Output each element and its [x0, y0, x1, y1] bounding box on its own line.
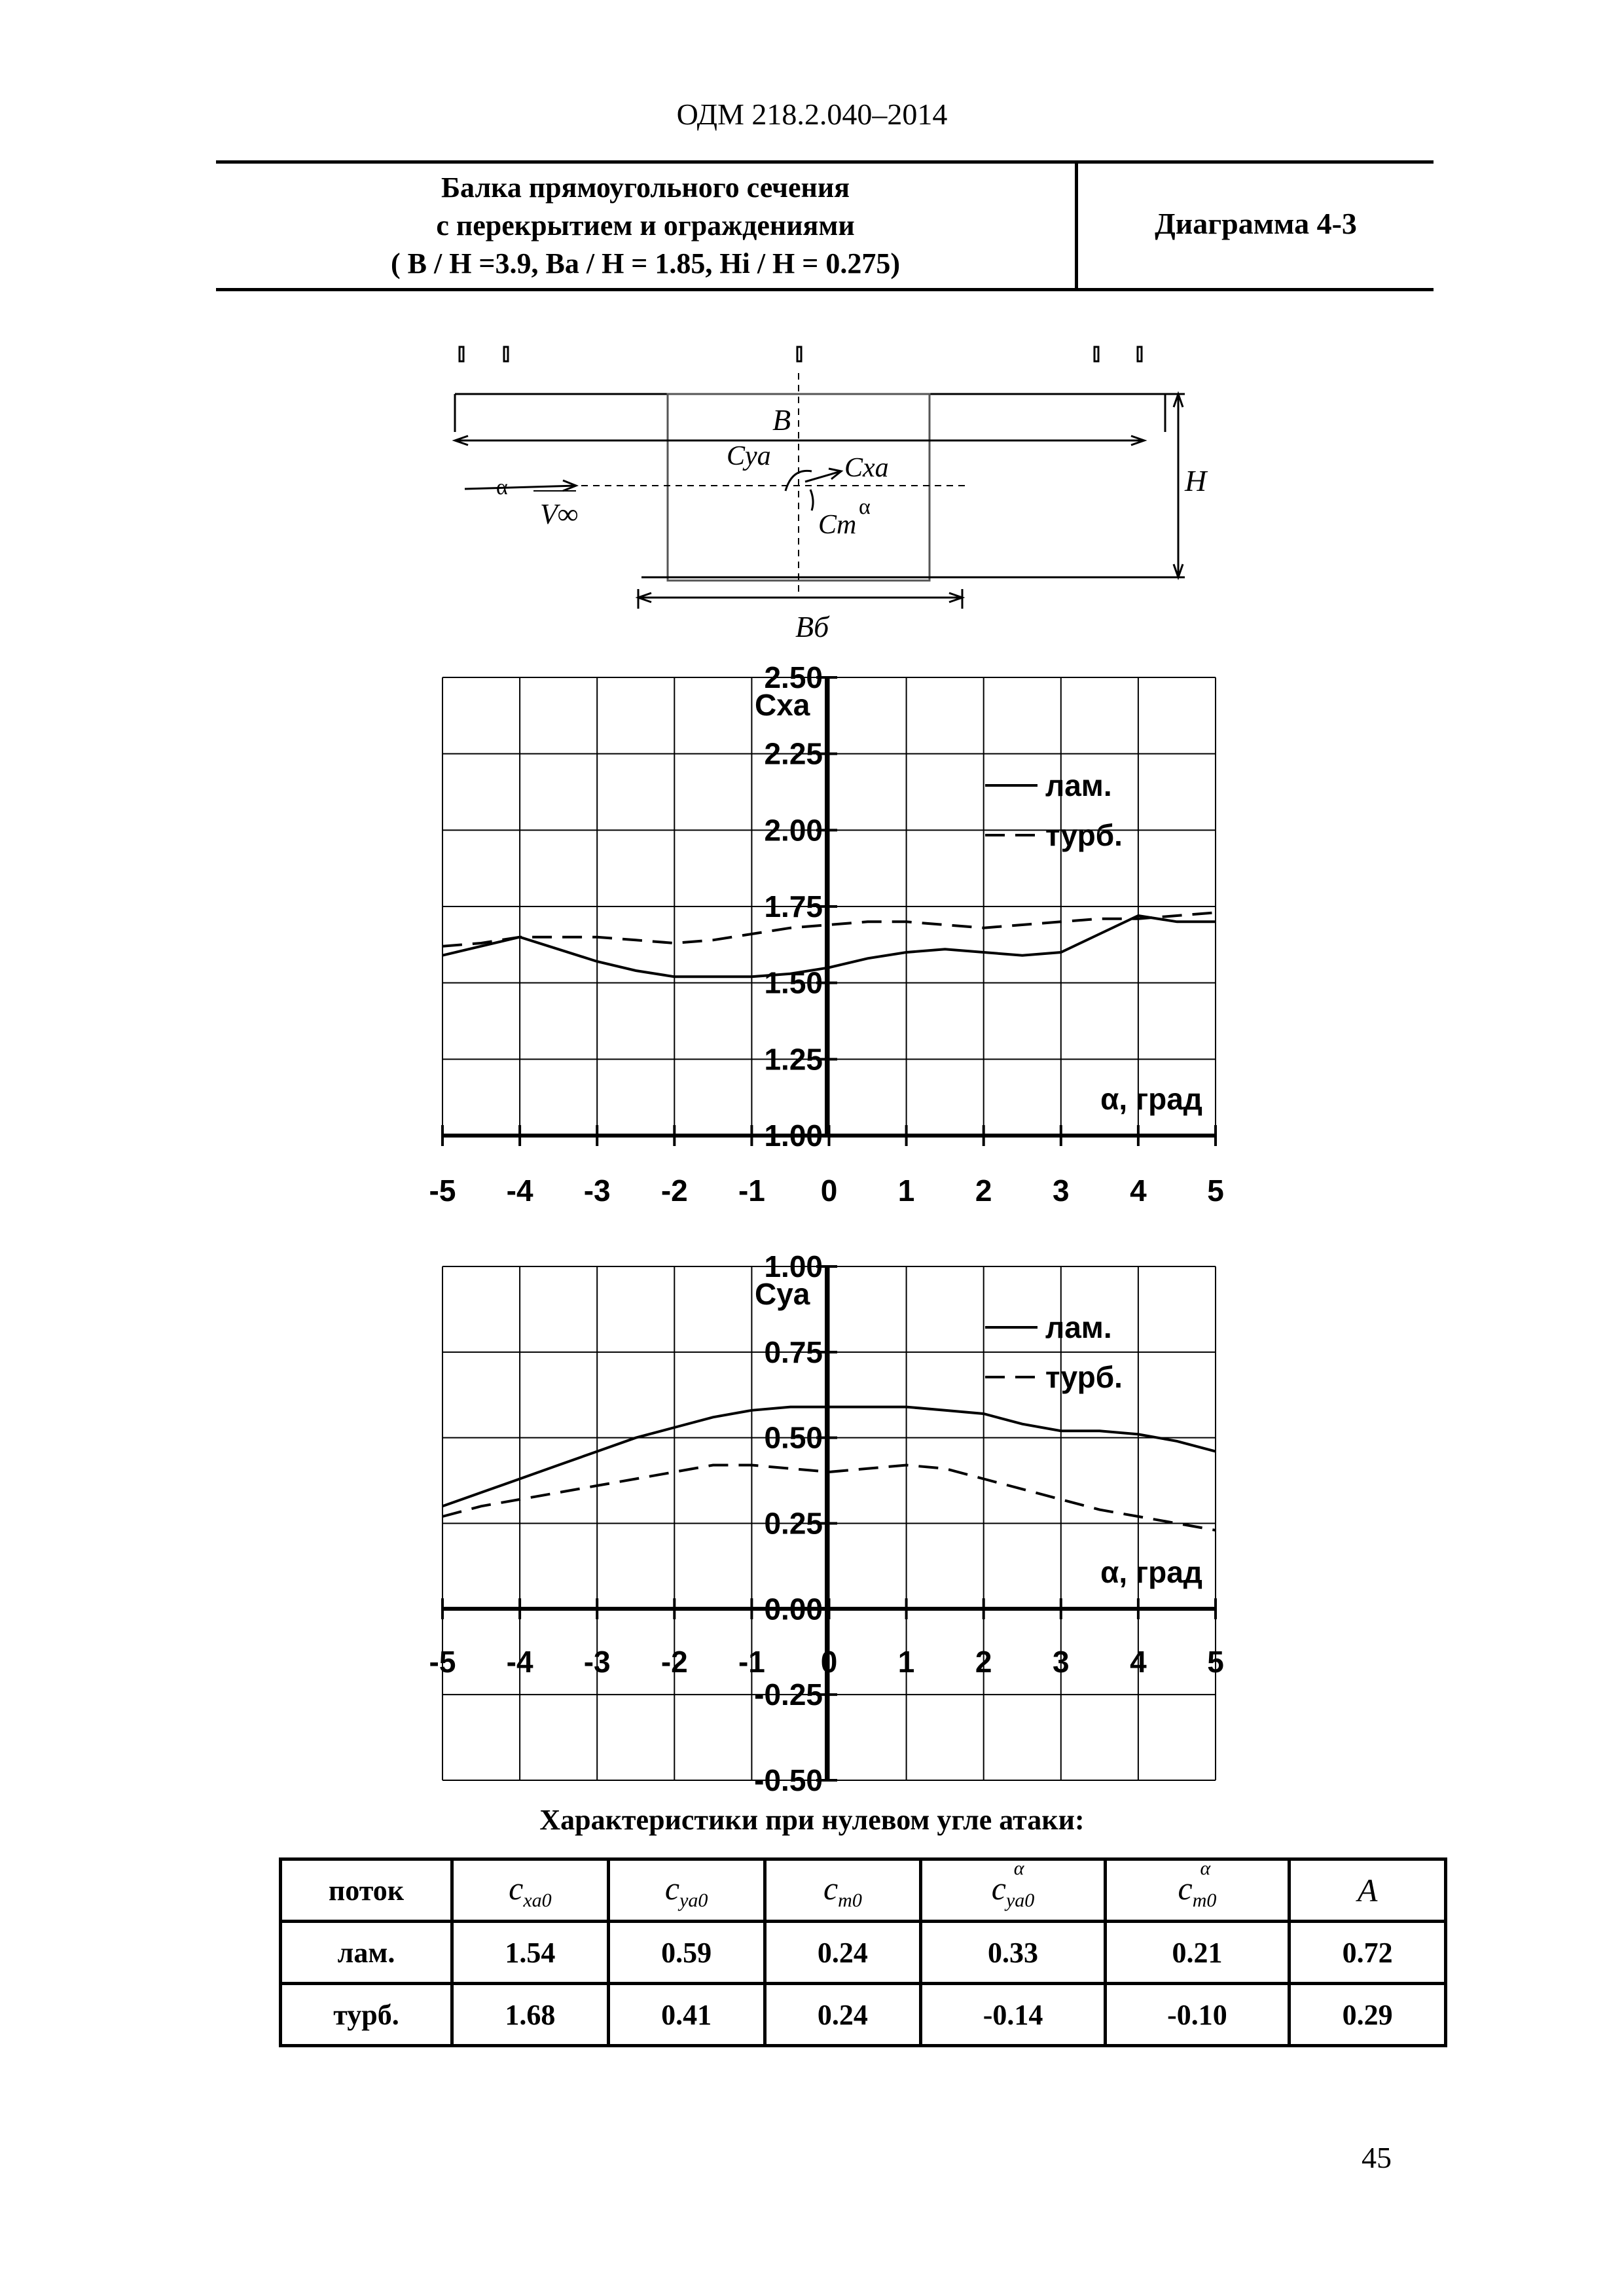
x-tick-label: 3 — [1053, 1645, 1070, 1679]
x-tick-label: 4 — [1130, 1174, 1147, 1208]
x-tick-label: -1 — [738, 1174, 765, 1208]
y-tick-label: 0.50 — [764, 1420, 823, 1455]
cell-cm-alpha: -0.10 — [1105, 1984, 1289, 2046]
y-tick-label: 2.25 — [764, 736, 823, 771]
x-tick-label: -3 — [583, 1645, 611, 1679]
cell-cm0: 0.24 — [765, 1984, 921, 2046]
cell-a: 0.29 — [1290, 1984, 1446, 2046]
y-tick-label: 2.00 — [764, 813, 823, 848]
x-tick-label: 1 — [897, 1645, 915, 1679]
y-tick-label: 1.00 — [764, 1119, 823, 1153]
cell-cm-alpha: 0.21 — [1105, 1922, 1289, 1984]
header-title-line3: ( B / H =3.9, Bа / H = 1.85, Hі / H = 0.275) — [390, 247, 900, 279]
y-axis-label: Cxa — [755, 688, 810, 722]
label-bb: Bб — [795, 610, 829, 643]
legend-label: лам. — [1045, 768, 1112, 802]
x-axis-label: α, град — [1100, 1082, 1202, 1116]
y-axis-label: Cya — [755, 1277, 810, 1311]
cell-cya-alpha: 0.33 — [921, 1922, 1105, 1984]
cell-flow: лам. — [281, 1922, 452, 1984]
x-tick-label: -4 — [506, 1174, 533, 1208]
coefficients-table — [279, 1857, 1447, 2047]
y-tick-label: 1.25 — [764, 1042, 823, 1077]
x-axis-label: α, град — [1100, 1555, 1202, 1589]
header-cm-alpha: c α $_{m0}$ — [1105, 1859, 1289, 1922]
cell-cya-alpha: -0.14 — [921, 1984, 1105, 2046]
legend-label: лам. — [1045, 1310, 1112, 1344]
cell-cm0: 0.24 — [765, 1922, 921, 1984]
x-tick-label: 5 — [1207, 1174, 1224, 1208]
header-title-line2: с перекрытием и ограждениями — [436, 209, 855, 242]
x-tick-label: -1 — [738, 1645, 765, 1679]
header-flow: поток — [281, 1859, 452, 1922]
label-alpha-moment: α — [859, 495, 871, 519]
label-alpha-attack: α — [496, 475, 508, 499]
label-cm: Cm — [818, 510, 857, 540]
header-cm0: $c_{m0}$ — [765, 1859, 921, 1922]
x-tick-label: -3 — [583, 1174, 611, 1208]
header-cya-alpha: c α $_{ya0}$ — [921, 1859, 1105, 1922]
x-tick-label: 3 — [1053, 1174, 1070, 1208]
x-tick-label: 2 — [975, 1645, 992, 1679]
x-tick-label: -2 — [660, 1645, 688, 1679]
header-cxa0: $c_{xa0}$ — [452, 1859, 609, 1922]
x-tick-label: -2 — [660, 1174, 688, 1208]
x-tick-label: 0 — [820, 1174, 838, 1208]
cell-cxa0: 1.54 — [452, 1922, 609, 1984]
x-tick-label: 5 — [1207, 1645, 1224, 1679]
cell-cxa0: 1.68 — [452, 1984, 609, 2046]
y-tick-label: 0.00 — [764, 1592, 823, 1626]
cell-cya0: 0.59 — [608, 1922, 765, 1984]
header-cya0: $c_{ya0}$ — [608, 1859, 765, 1922]
y-tick-label: 1.00 — [764, 1249, 823, 1283]
table-row — [281, 1984, 1446, 2046]
label-v-inf: V∞ — [540, 498, 579, 530]
y-tick-label: -0.25 — [754, 1677, 823, 1712]
x-tick-label: 4 — [1130, 1645, 1147, 1679]
table-header-row — [281, 1859, 1446, 1922]
x-tick-label: 1 — [897, 1174, 915, 1208]
x-tick-label: -5 — [429, 1645, 456, 1679]
y-tick-label: 2.50 — [764, 660, 823, 694]
y-tick-label: -0.50 — [754, 1763, 823, 1797]
document-code: ОДМ 218.2.040–2014 — [676, 98, 948, 131]
cell-flow: турб. — [281, 1984, 452, 2046]
x-tick-label: 0 — [820, 1645, 838, 1679]
y-tick-label: 0.75 — [764, 1335, 823, 1369]
y-tick-label: 1.75 — [764, 889, 823, 924]
table-caption: Характеристики при нулевом угле атаки: — [539, 1804, 1085, 1836]
label-cya: Cya — [727, 441, 771, 471]
cell-a: 0.72 — [1290, 1922, 1446, 1984]
label-b: B — [772, 403, 791, 437]
y-tick-label: 1.50 — [764, 965, 823, 1000]
x-tick-label: 2 — [975, 1174, 992, 1208]
legend-label: турб. — [1045, 818, 1123, 852]
cell-cya0: 0.41 — [608, 1984, 765, 2046]
label-cxa: Cxa — [844, 453, 889, 483]
x-tick-label: -5 — [429, 1174, 456, 1208]
legend-label: турб. — [1045, 1360, 1123, 1394]
x-tick-label: -4 — [506, 1645, 533, 1679]
y-tick-label: 0.25 — [764, 1506, 823, 1541]
diagram-label: Диаграмма 4-3 — [1155, 207, 1357, 240]
table-row — [281, 1922, 1446, 1984]
header-a: A — [1290, 1859, 1446, 1922]
label-h: H — [1185, 464, 1207, 497]
header-title-line1: Балка прямоугольного сечения — [441, 171, 850, 204]
page-number: 45 — [1362, 2141, 1392, 2174]
